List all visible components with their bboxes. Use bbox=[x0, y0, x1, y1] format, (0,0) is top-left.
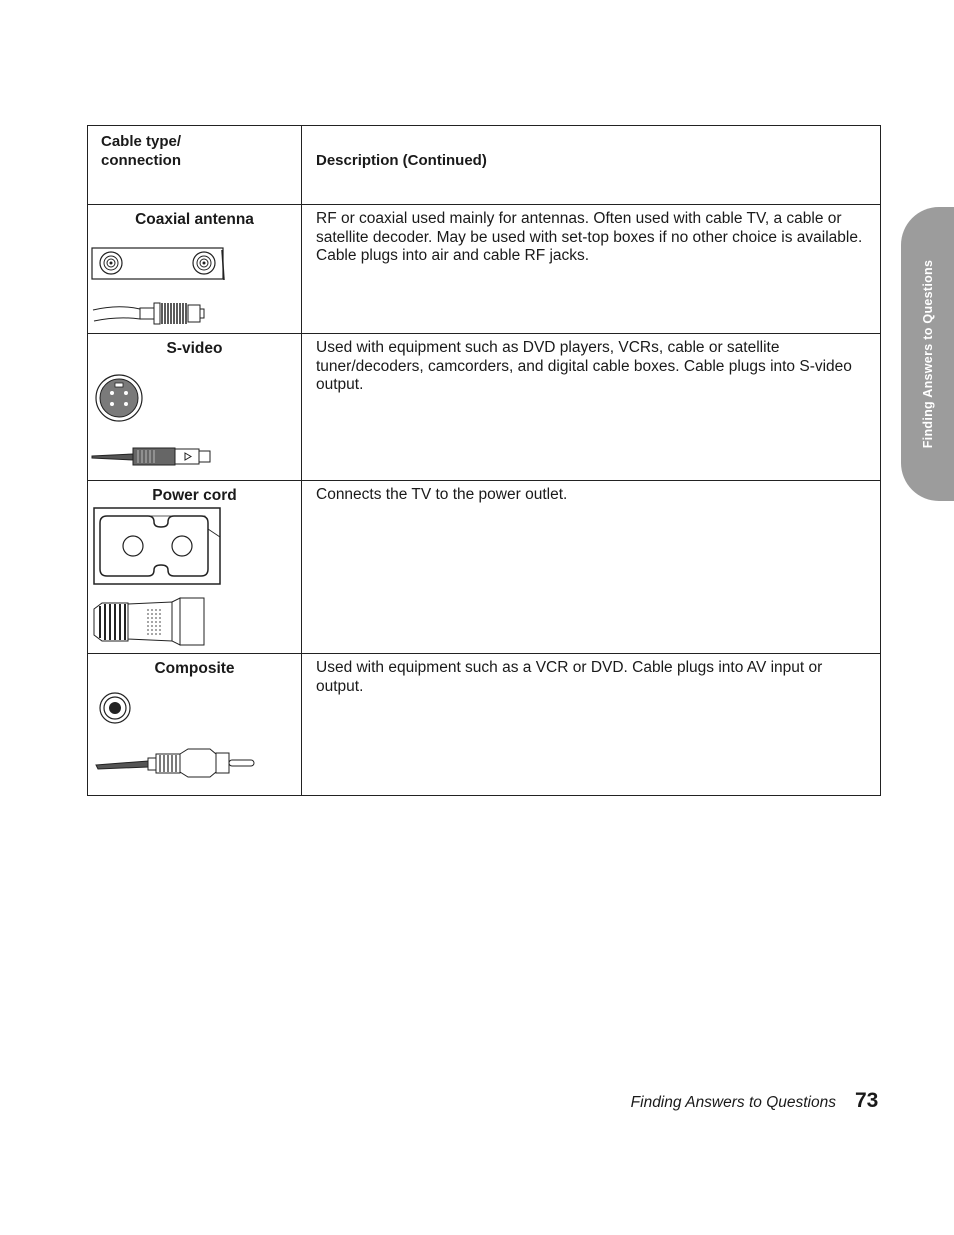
header-cable-type bbox=[88, 126, 302, 205]
cable-type-name: S-video bbox=[166, 340, 223, 357]
cable-description: RF or coaxial used mainly for antennas. Often used with cable TV, a cable or satellite decoder. May be used with set-top boxes if no other choice is available. Cable plugs into air and cable RF jacks. bbox=[316, 210, 863, 264]
coaxial-connector-icon bbox=[88, 205, 288, 334]
cable-type-cell bbox=[88, 205, 302, 334]
table-row bbox=[88, 481, 881, 654]
cable-description-cell bbox=[302, 334, 881, 481]
cable-description-cell bbox=[302, 654, 881, 796]
cable-description: Used with equipment such as DVD players, VCRs, cable or satellite tuner/decoders, camcorders, and digital cable boxes. Cable plugs into S-video output. bbox=[316, 339, 852, 393]
side-tab-label: Finding Answers to Questions bbox=[921, 259, 935, 449]
cable-description-cell bbox=[302, 481, 881, 654]
table-row bbox=[88, 205, 881, 334]
cable-type-cell bbox=[88, 481, 302, 654]
table-row bbox=[88, 334, 881, 481]
composite-connector-icon bbox=[88, 654, 288, 796]
cable-description: Used with equipment such as a VCR or DVD. Cable plugs into AV input or output. bbox=[316, 659, 823, 695]
header-description bbox=[302, 126, 881, 205]
cable-type-name: Coaxial antenna bbox=[135, 211, 254, 228]
header-description-text: Description (Continued) bbox=[316, 152, 487, 169]
page-number: 73 bbox=[855, 1089, 879, 1112]
cable-type-name: Power cord bbox=[152, 487, 237, 504]
power-cord-connector-icon bbox=[88, 481, 288, 654]
cable-type-name: Composite bbox=[154, 660, 235, 677]
s-video-connector-icon bbox=[88, 334, 288, 481]
table-row bbox=[88, 654, 881, 796]
cable-description: Connects the TV to the power outlet. bbox=[316, 486, 568, 503]
footer-section-title: Finding Answers to Questions bbox=[630, 1094, 836, 1111]
cable-type-cell bbox=[88, 334, 302, 481]
table-header-row bbox=[88, 126, 881, 205]
cable-connection-table bbox=[87, 125, 881, 796]
cable-type-cell bbox=[88, 654, 302, 796]
header-cable-type-text: Cable type/ connection bbox=[101, 133, 182, 169]
cable-description-cell bbox=[302, 205, 881, 334]
